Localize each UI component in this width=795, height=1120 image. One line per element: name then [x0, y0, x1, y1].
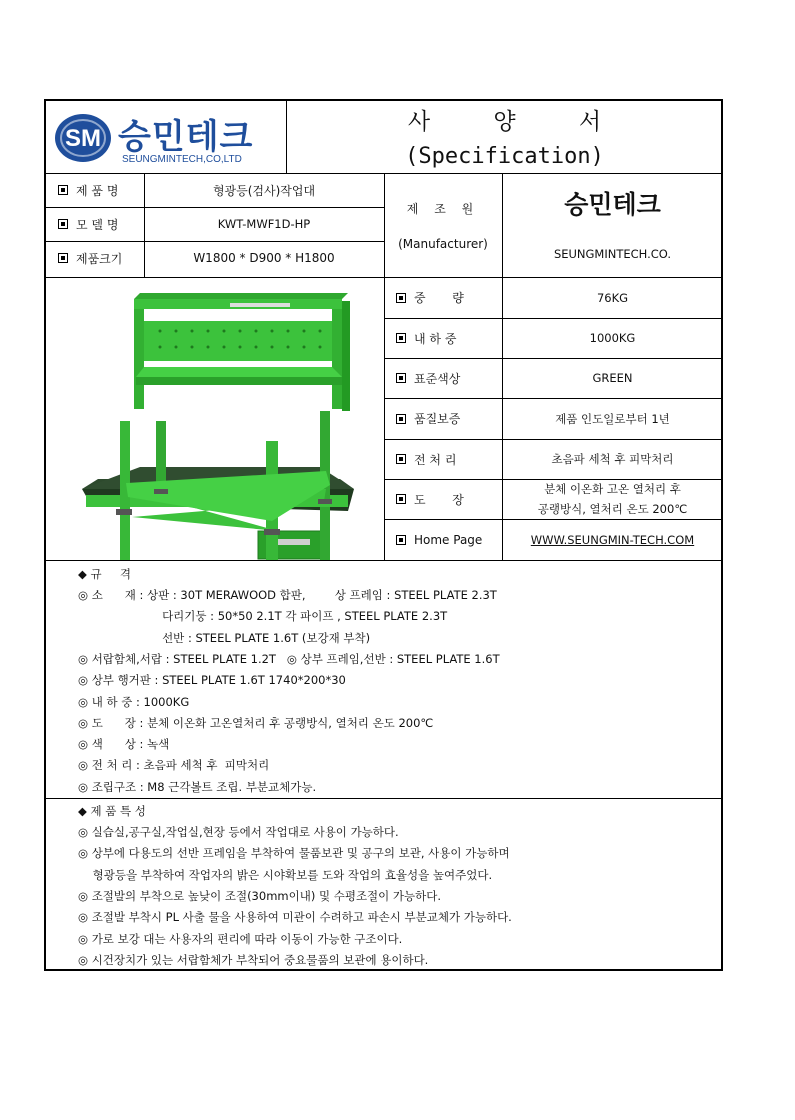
property-value: 1000KG: [589, 331, 636, 345]
spec-line: ◎ 내 하 중 : 1000KG: [78, 694, 190, 709]
property-value: 초음파 세척 후 피막처리: [551, 452, 674, 466]
feature-line: ◎ 조절발 부착시 PL 사출 물을 사용하여 미관이 수려하고 파손시 부분교체가 가능하다.: [78, 910, 512, 925]
product-name-label: 제 품 명: [46, 173, 144, 207]
bullet-box-icon: [396, 293, 406, 303]
spec-line: ◎ 도 장 : 분체 이온화 고온열처리 후 공랭방식, 열처리 온도 200℃: [78, 715, 434, 730]
title-korean: 사 양 서: [407, 108, 630, 135]
bullet-box-icon: [58, 185, 68, 195]
spec-line: 다리기둥 : 50*50 2.1T 각 파이프 , STEEL PLATE 2.3T: [78, 609, 448, 624]
logo: [52, 107, 286, 171]
feature-line: ◎ 조절발의 부착으로 높낮이 조절(30mm이내) 및 수평조절이 가능하다.: [78, 888, 442, 903]
feature-line: ◎ 실습실,공구실,작업실,현장 등에서 작업대로 사용이 가능하다.: [78, 825, 399, 839]
logo-mark: SM: [65, 125, 101, 152]
model-value: KWT-MWF1D-HP: [217, 217, 311, 231]
property-label: Home Page: [384, 519, 502, 560]
bullet-box-icon: [396, 333, 406, 343]
spec-heading: ◆ 규 격: [78, 567, 131, 581]
title-english: (Specification): [405, 143, 604, 169]
feature-line: ◎ 상부에 다용도의 선반 프레임을 부착하여 물품보관 및 공구의 보관, 사용이 가능하며: [78, 846, 510, 861]
property-label: 중 량: [384, 277, 502, 318]
logo-sub: SEUNGMINTECH,CO,LTD: [122, 154, 242, 165]
property-value: GREEN: [592, 371, 633, 385]
features-heading: ◆ 제 품 특 성: [78, 804, 146, 818]
spec-line: ◎ 상부 행거판 : STEEL PLATE 1.6T 1740*200*30: [78, 673, 346, 688]
spec-line: ◎ 서랍함체,서랍 : STEEL PLATE 1.2T ◎ 상부 프레임,선반 : STEEL PLATE 1.6T: [78, 651, 500, 666]
property-value: 76KG: [596, 290, 629, 305]
bullet-box-icon: [396, 454, 406, 464]
maker-name: 승민테크: [564, 190, 661, 219]
property-label: 내 하 중: [384, 318, 502, 358]
model-label: 모 델 명: [46, 207, 144, 241]
property-label: 전 처 리: [384, 439, 502, 479]
bullet-box-icon: [58, 253, 68, 263]
bullet-box-icon: [396, 535, 406, 545]
bullet-box-icon: [396, 494, 406, 504]
feature-line: ◎ 가로 보강 대는 사용자의 편리에 따라 이동이 가능한 구조이다.: [78, 931, 403, 946]
maker-label-en: (Manufacturer): [398, 237, 488, 251]
spec-sheet: [44, 99, 723, 971]
feature-line: ◎ 시건장치가 있는 서랍함체가 부착되어 중요물품의 보관에 용이하다.: [78, 952, 429, 967]
feature-line: 형광등을 부착하여 작업자의 밝은 시야확보를 도와 작업의 효율성을 높여주었다.: [78, 867, 493, 882]
spec-line: ◎ 색 상 : 녹색: [78, 737, 170, 752]
spec-line: ◎ 소 재 : 상판 : 30T MERAWOOD 합판, 상 프레임 : STEEL PLATE 2.3T: [78, 588, 497, 602]
homepage-link[interactable]: WWW.SEUNGMIN-TECH.COM: [530, 532, 695, 547]
workbench-lower-image: [80, 401, 380, 581]
spec-line: 선반 : STEEL PLATE 1.6T (보강재 부착): [78, 630, 371, 645]
bullet-box-icon: [58, 219, 68, 229]
sm-logo-icon: [54, 113, 112, 163]
size-value: W1800 * D900 * H1800: [193, 251, 335, 265]
property-label: 도 장: [384, 479, 502, 519]
property-label: 품질보증: [384, 398, 502, 439]
product-name-value: 형광등(검사)작업대: [212, 183, 316, 198]
property-value: 분체 이온화 고온 열처리 후 공랭방식, 열처리 온도 200℃: [537, 482, 688, 516]
spec-line: ◎ 전 처 리 : 초음파 세척 후 피막처리: [78, 758, 270, 773]
size-label: 제품크기: [46, 241, 144, 275]
maker-label: 제 조 원: [406, 201, 480, 216]
spec-line: ◎ 조립구조 : M8 근각볼트 조립. 부분교체가능.: [78, 779, 317, 794]
bullet-box-icon: [396, 373, 406, 383]
logo-name: 승민테크: [118, 117, 254, 157]
bullet-box-icon: [396, 414, 406, 424]
maker-name-en: SEUNGMINTECH.CO.: [553, 247, 672, 261]
property-value: 제품 인도일로부터 1년: [555, 411, 670, 426]
property-label: 표준색상: [384, 358, 502, 398]
